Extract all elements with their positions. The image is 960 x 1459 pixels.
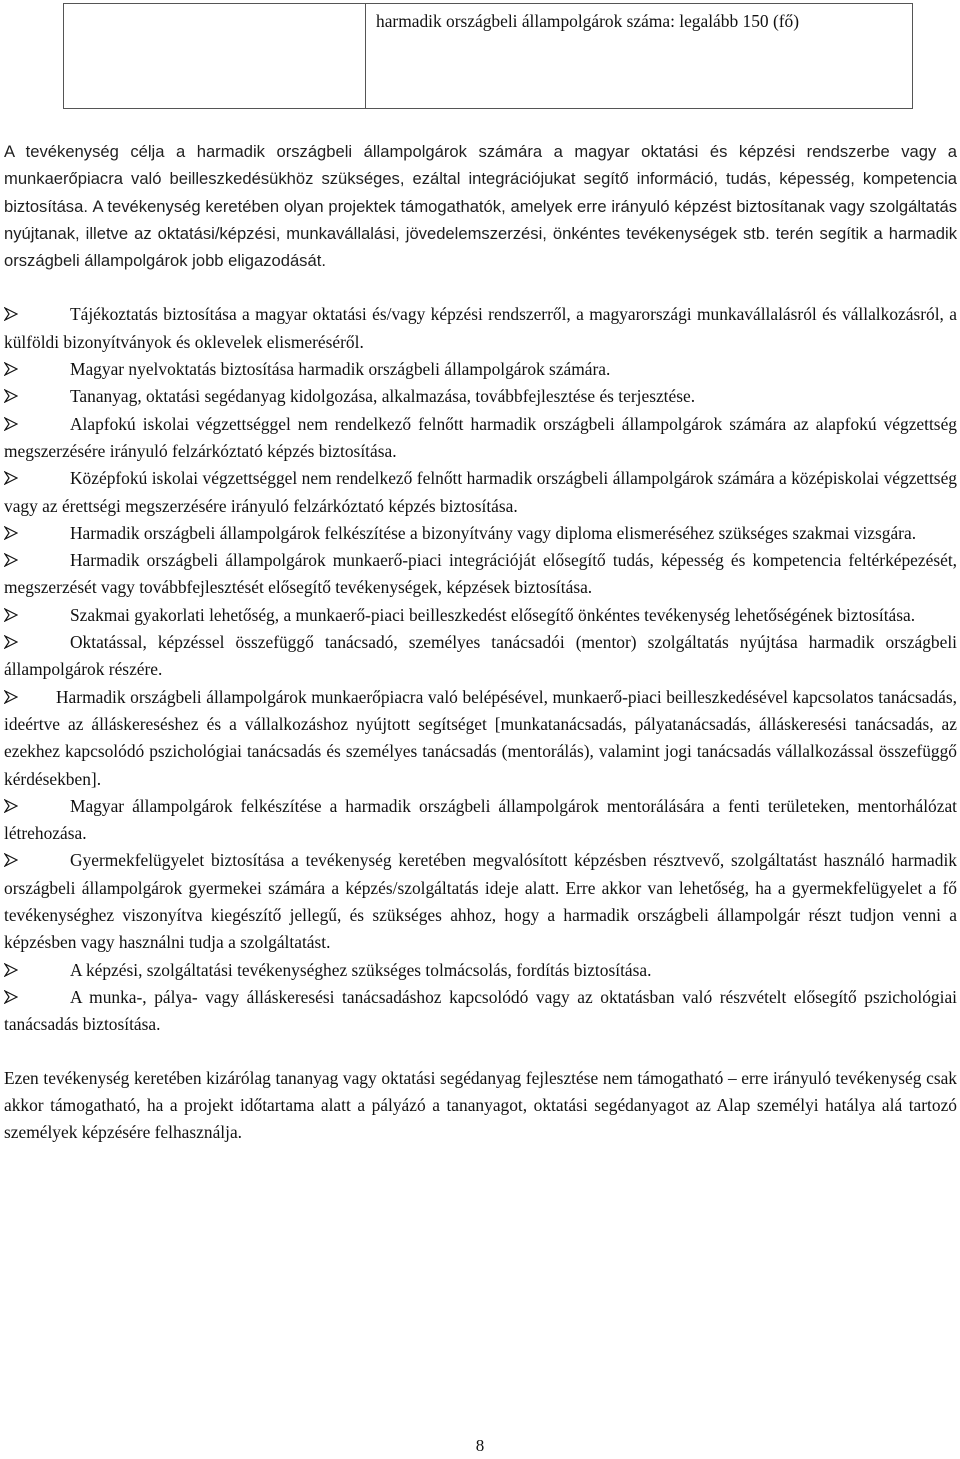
list-item-text: A munka-, pálya- vagy álláskeresési tanácsadáshoz kapcsolódó vagy az oktatásban való részvételt elősegítő pszichológiai tanácsadás biztosítása.: [4, 986, 957, 1035]
list-item-text: Tájékoztatás biztosítása a magyar oktatási és/vagy képzési rendszerről, a magyarországi munkavállalásról és vállalkozásról, a külföldi bizonyítványok és oklevelek elismeréséről.: [4, 304, 957, 352]
list-item-text: Harmadik országbeli állampolgárok munkaerőpiacra való belépésével, munkaerő-piaci beilleszkedésével kapcsolatos tanácsadás, ideértve az álláskereséshez és a vállalkozáshoz nyújtott segítséget [munkatanácsadás, pályatanácsadás, álláskeresési tanácsadás, az ezekhez kapcsolódó pszichológiai tanácsadás és személyes tanácsadás (mentorálás), valamint jogi tanácsadás vállalkozással összefüggő kérdésekben].: [4, 686, 957, 789]
table-cell: harmadik országbeli állampolgárok száma: legalább 150 (fő): [376, 11, 800, 31]
arrowhead-bullet-icon: [4, 553, 18, 567]
list-item-text: A képzési, szolgáltatási tevékenységhez szükséges tolmácsolás, fordítás biztosítása.: [70, 959, 652, 980]
arrowhead-bullet-icon: [4, 362, 18, 376]
list-item-text: Középfokú iskolai végzettséggel nem rendelkező felnőtt harmadik országbeli állampolgárok számára a középiskolai végzettség vagy az érettségi megszerzésére irányuló felzárkóztató képzés biztosítása.: [4, 468, 957, 516]
document-body: [4, 138, 957, 1146]
page-number: 8: [475, 1436, 485, 1455]
list-item-text: Tananyag, oktatási segédanyag kidolgozása, alkalmazása, továbbfejlesztése és terjesztése.: [70, 386, 696, 407]
list-item-text: Magyar állampolgárok felkészítése a harmadik országbeli állampolgárok mentorálására a fenti területeken, mentorhálózat létrehozása.: [4, 795, 957, 844]
arrowhead-bullet-icon: [4, 963, 18, 977]
table-empty-cell: [64, 4, 366, 108]
intro-part-2: A tevékenység keretében olyan projektek támogathatók, amelyek erre irányuló képzést biztosítanak vagy szolgáltatás nyújtanak, illetve az oktatási/képzési, munkavállalási, jövedelemszerzési, önkéntes tevékenységek stb. terén segítik a harmadik országbeli állampolgárok jobb eligazodását.: [4, 196, 957, 271]
arrowhead-bullet-icon: [4, 471, 18, 485]
activity-list: [4, 301, 957, 1038]
list-item: [4, 411, 957, 466]
list-item-text: Magyar nyelvoktatás biztosítása harmadik országbeli állampolgárok számára.: [70, 359, 611, 380]
table: [63, 3, 913, 109]
closing-paragraph: Ezen tevékenység keretében kizárólag tananyag vagy oktatási segédanyag fejlesztése nem támogatható – erre irányuló tevékenység csak akkor támogatható, ha a projekt időtartama alatt a pályázó a tananyagot, oktatási segédanyagot az Alap személyi hatálya alá tartozó személyek képzésére felhasználja.: [4, 1067, 957, 1143]
list-item: [4, 684, 957, 793]
arrowhead-bullet-icon: [4, 526, 18, 540]
arrowhead-bullet-icon: [4, 417, 18, 431]
arrowhead-bullet-icon: [4, 853, 18, 867]
list-item: [4, 957, 957, 984]
list-item: [4, 547, 957, 602]
list-item-text: Gyermekfelügyelet biztosítása a tevékenység keretében megvalósított képzésben résztvevő, szolgáltatást használó harmadik országbeli állampolgárok gyermekei számára a képzés/szolgáltatás ideje alatt. Erre akkor van lehetőség, ha a gyermekfelügyelet a fő tevékenységhez viszonyítva kiegészítő jellegű, és szükséges ahhoz, hogy a harmadik országbeli állampolgár részt tudjon venni a képzésben vagy használni tudja a szolgáltatást.: [4, 850, 957, 953]
list-item: [4, 383, 957, 410]
intro-part-1: A tevékenység célja a harmadik országbeli állampolgárok számára a magyar oktatási és képzési rendszerbe vagy a munkaerőpiacra való beilleszkedésükhöz szükséges, ezáltal integrációjukat segítő információ, tudás, képesség, kompetencia biztosítása.: [4, 142, 957, 216]
arrowhead-bullet-icon: [4, 690, 18, 704]
list-item: [4, 602, 957, 629]
list-item: [4, 793, 957, 848]
list-item: [4, 629, 957, 684]
list-item: [4, 465, 957, 520]
arrowhead-bullet-icon: [4, 635, 18, 649]
arrowhead-bullet-icon: [4, 389, 18, 403]
list-item: [4, 520, 957, 547]
list-item-text: Szakmai gyakorlati lehetőség, a munkaerő-piaci beilleszkedést elősegítő önkéntes tevékenység lehetőségének biztosítása.: [70, 604, 916, 625]
intro-paragraph: [4, 138, 957, 274]
list-item-text: Oktatással, képzéssel összefüggő tanácsadó, személyes tanácsadói (mentor) szolgáltatás nyújtása harmadik országbeli állampolgárok részére.: [4, 632, 957, 680]
list-item: [4, 301, 957, 356]
list-item-text: Harmadik országbeli állampolgárok felkészítése a bizonyítvány vagy diploma elismeréséhez szükséges szakmai vizsgára.: [70, 522, 917, 543]
arrowhead-bullet-icon: [4, 608, 18, 622]
arrowhead-bullet-icon: [4, 990, 18, 1004]
list-item-text: Alapfokú iskolai végzettséggel nem rendelkező felnőtt harmadik országbeli állampolgárok számára az alapfokú végzettség megszerzésére irányuló felzárkóztató képzés biztosítása.: [4, 413, 957, 461]
list-item: [4, 847, 957, 956]
list-item: [4, 984, 957, 1039]
list-item: [4, 356, 957, 383]
arrowhead-bullet-icon: [4, 307, 18, 321]
list-item-text: Harmadik országbeli állampolgárok munkaerő-piaci integrációját elősegítő tudás, képesség és kompetencia feltérképezését, megszerzését vagy továbbfejlesztését elősegítő tevékenységek, képzések biztosítása.: [4, 550, 957, 598]
arrowhead-bullet-icon: [4, 799, 18, 813]
